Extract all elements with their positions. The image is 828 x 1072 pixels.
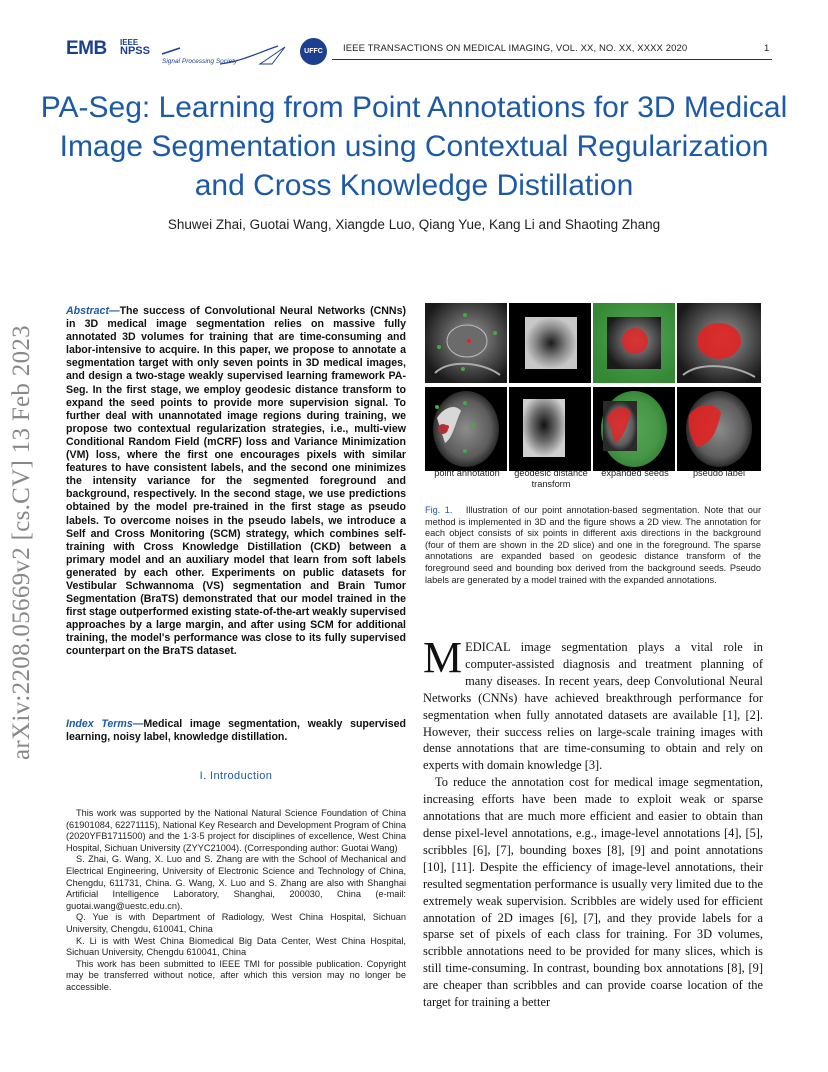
intro-paragraph-1 bbox=[423, 633, 763, 774]
figure-1-panels bbox=[425, 303, 761, 471]
section-heading-introduction bbox=[66, 770, 406, 782]
arxiv-identifier: arXiv:2208.05669v2 [cs.CV] 13 Feb 2023 bbox=[8, 325, 35, 760]
intro-paragraph-2: To reduce the annotation cost for medical image segmentation, increasing efforts have been made to exploit weak or sparse annotations that are much more efficient and easier to obtain than dense pixel-level annotations, e.g., image-level annotations [4], [5], scribbles [6], [7], bounding boxes [8], [9] and point annotations [10], [11]. Despite the efficiency of image-level annotations, their resulted segmentation performance is usually very limited due to the extremely weak supervision. Scribbles are widely used for efficient annotation of 2D images [6], [7], and they provide labels for a sparse set of pixels of each class for training. For 3D volumes, scribble annotations need to be provided for many slices, which is still time-consuming. In contrast, bounding box annotations [8], [9] are cheaper than scribbles and can provide coarse location of the target for training a better bbox=[423, 775, 763, 1010]
footnote-affiliation-3: K. Li is with West China Biomedical Big Data Center, West China Hospital, Sichuan University, Chengdu 610041, China bbox=[66, 935, 406, 958]
figure-1-caption-label: Fig. 1. bbox=[425, 505, 453, 515]
label-expanded-seeds: expanded seeds bbox=[601, 468, 669, 478]
npss-logo-bottom: NPSS bbox=[120, 45, 150, 57]
figure-1 bbox=[425, 303, 761, 471]
index-terms bbox=[66, 718, 406, 744]
figure-1-caption-text: Illustration of our point annotation-based segmentation. Note that our method is implemented in 3D and the figure shows a 2D view. The annotation for each object consists of six points in different axis directions in the background (four of them are shown in the 2D slice) and one in the foreground. The sparse annotations are expanded based on geodesic distance transform of the foreground seed and bounding box derived from the background seeds. Pseudo labels are generated by a model trained with the expanded annotations. bbox=[425, 505, 762, 585]
index-terms-lead: Index Terms— bbox=[66, 718, 144, 730]
uffc-logo: UFFC bbox=[300, 38, 327, 65]
footnote-affiliation-2: Q. Yue is with Department of Radiology, West China Hospital, Sichuan University, Chengdu, 610041, China bbox=[66, 912, 406, 934]
paper-title: PA-Seg: Learning from Point Annotations for 3D Medical Image Segmentation using Contextual Regularization and Cross Knowledge Distillation bbox=[40, 91, 788, 202]
emb-logo: EMB bbox=[66, 38, 107, 59]
abstract-lead: Abstract— bbox=[66, 305, 120, 317]
panel-geodesic-distance-vs bbox=[509, 303, 591, 383]
header-rule bbox=[332, 59, 772, 60]
sps-logo-text: Signal Processing Society bbox=[162, 58, 238, 65]
index-terms-text: Medical image segmentation, weakly supervised learning, noisy label, knowledge distillation. bbox=[66, 718, 407, 744]
figure-1-caption bbox=[425, 505, 761, 586]
panel-point-annotation-vs bbox=[425, 303, 507, 383]
panel-point-annotation-brats bbox=[425, 387, 507, 471]
signal-processing-society-logo bbox=[160, 44, 292, 66]
label-pseudo-label: pseudo label bbox=[692, 468, 746, 478]
panel-expanded-seeds-vs bbox=[593, 303, 675, 383]
abstract bbox=[66, 305, 406, 659]
intro-paragraph-1-text: EDICAL image segmentation plays a vital role in computer-assisted diagnosis and treatment planning of many diseases. In recent years, deep Convolutional Neural Networks (CNNs) have achieved breakthrough performance for segmentation when fully annotated datasets are available [1], [2]. However, their success relies on large-scale training images with dense annotations that are time-consuming to obtain and rely on experts with domain knowledge [3]. bbox=[423, 640, 763, 773]
journal-header: IEEE TRANSACTIONS ON MEDICAL IMAGING, VOL. XX, NO. XX, XXXX 2020 bbox=[343, 43, 688, 54]
figure-1-panel-labels bbox=[425, 468, 761, 494]
footnotes bbox=[66, 808, 406, 994]
panel-pseudo-label-brats bbox=[677, 387, 761, 471]
section-heading-text: I. Introduction bbox=[199, 770, 273, 782]
page-number: 1 bbox=[764, 43, 770, 54]
npss-logo-top: IEEE bbox=[120, 38, 139, 47]
introduction-body bbox=[423, 633, 763, 1011]
panel-pseudo-label-vs bbox=[677, 303, 761, 383]
label-point-annotation: point annotation bbox=[434, 468, 500, 478]
footnote-affiliation-1: S. Zhai, G. Wang, X. Luo and S. Zhang are with the School of Mechanical and Electrical Engineering, University of Electronic Science and Technology of China, Chengdu, 611731, China. G. Wang, X. Luo and S. Zhang are also with Shanghai Artificial Intelligence Laboratory, Shanghai, 200030, China (e-mail: guotai.wang@uestc.edu.cn). bbox=[66, 854, 406, 911]
panel-expanded-seeds-brats bbox=[593, 387, 675, 471]
abstract-text: The success of Convolutional Neural Networks (CNNs) in 3D medical image segmentation relies on massive fully annotated 3D volumes for training that are time-consuming and labor-intensive to acquire. In this paper, we propose to annotate a segmentation target with only seven points in 3D medical images, and design a two-stage weakly supervised learning framework PA-Seg. In the first stage, we employ geodesic distance transform to expand the seed points to provide more supervision signal. To further deal with unannotated image regions during training, we propose two contextual regularization strategies, i.e., multi-view Conditional Random Field (mCRF) loss and Variance Minimization (VM) loss, where the first one encourages pixels with similar features to have consistent labels, and the second one minimizes the intensity variance for the segmented foreground and background, respectively. In the second stage, we use predictions obtained by the model pre-trained in the first stage as pseudo labels. To overcome noises in the pseudo labels, we introduce a Self and Cross Monitoring (SCM) strategy, which combines self-training with Cross Knowledge Distillation (CKD) between a primary model and an auxiliary model that learn from soft labels generated by each other. Experiments on public datasets for Vestibular Schwannoma (VS) segmentation and Brain Tumor Segmentation (BraTS) demonstrated that our model trained in the first stage outperformed existing state-of-the-art weakly supervised approaches by a large margin, and after using SCM for additional training, the model's performance was close to its fully supervised counterpart on the BraTS dataset. bbox=[66, 305, 406, 658]
panel-geodesic-distance-brats bbox=[509, 387, 591, 471]
ieee-npss-logo bbox=[120, 38, 150, 56]
footnote-copyright: This work has been submitted to IEEE TMI for possible publication. Copyright may be transferred without notice, after which this version may no longer be accessible. bbox=[66, 958, 406, 992]
author-list: Shuwei Zhai, Guotai Wang, Xiangde Luo, Qiang Yue, Kang Li and Shaoting Zhang bbox=[167, 217, 661, 232]
footnote-funding: This work was supported by the National Natural Science Foundation of China (61901084, 62271115), National Key Research and Development Program of China (2020YFB1711500) and the 1·3·5 project for disciplines of excellence, West China Hospital, Sichuan University (ZYYC21004). (Corresponding author: Guotai Wang) bbox=[66, 808, 406, 853]
drop-cap: M bbox=[423, 633, 463, 682]
label-geodesic-distance-transform: geodesic distance transform bbox=[514, 468, 588, 489]
